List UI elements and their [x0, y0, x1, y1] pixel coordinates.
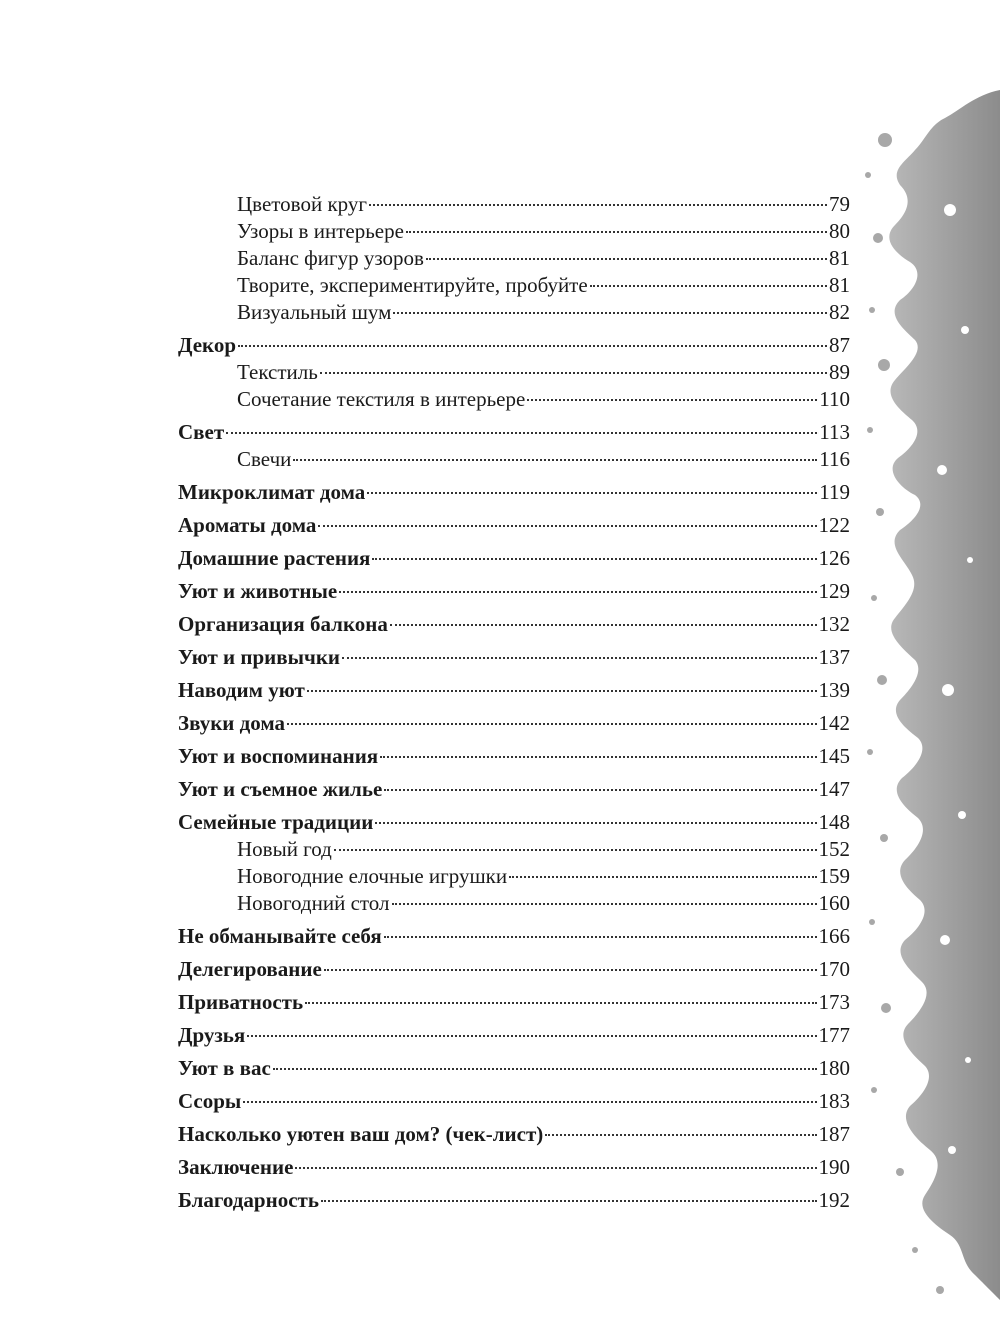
toc-entry-chapter [178, 1055, 850, 1082]
dot-leader [367, 492, 817, 494]
toc-entry-page-number: 89 [829, 360, 850, 384]
toc-entry-page-number: 190 [818, 1155, 850, 1179]
dot-leader [307, 690, 817, 692]
toc-entry-title: Свет [178, 420, 225, 444]
toc-entry-title: Делегирование [178, 957, 322, 981]
toc-entry-section [178, 890, 850, 917]
toc-entry-page-number: 166 [818, 924, 850, 948]
toc-entry-page-number: 139 [818, 678, 850, 702]
toc-entry-title: Баланс фигур узоров [237, 246, 424, 270]
toc-entry-chapter [178, 611, 850, 638]
dot-leader [393, 312, 827, 314]
toc-entry-page-number: 177 [818, 1023, 850, 1047]
toc-entry-title: Уют и воспоминания [178, 744, 379, 768]
toc-entry-page-number: 148 [818, 810, 850, 834]
toc-entry-title: Домашние растения [178, 546, 371, 570]
toc-entry-title: Визуальный шум [237, 300, 392, 324]
toc-entry-page-number: 82 [829, 300, 850, 324]
toc-entry-chapter [178, 710, 850, 737]
dot-leader [243, 1101, 816, 1103]
toc-entry-title: Друзья [178, 1023, 246, 1047]
toc-entry-chapter [178, 1187, 850, 1214]
toc-entry-page-number: 187 [818, 1122, 850, 1146]
dot-leader [287, 723, 816, 725]
dot-leader [545, 1134, 816, 1136]
toc-entry-page-number: 110 [819, 387, 850, 411]
toc-entry-title: Насколько уютен ваш дом? (чек-лист) [178, 1122, 544, 1146]
toc-entry-title: Заключение [178, 1155, 294, 1179]
dot-leader [426, 258, 827, 260]
toc-entry-section [178, 386, 850, 413]
toc-entry-page-number: 152 [818, 837, 850, 861]
toc-entry-page-number: 122 [818, 513, 850, 537]
dot-leader [273, 1068, 817, 1070]
toc-entry-page-number: 173 [818, 990, 850, 1014]
toc-entry-page-number: 180 [818, 1056, 850, 1080]
toc-entry-chapter [178, 1121, 850, 1148]
toc-entry-chapter [178, 1022, 850, 1049]
dot-leader [390, 624, 817, 626]
dot-leader [226, 432, 817, 434]
toc-entry-title: Семейные традиции [178, 810, 374, 834]
table-of-contents [178, 191, 850, 1214]
dot-leader [247, 1035, 816, 1037]
toc-entry-chapter [178, 989, 850, 1016]
toc-entry-chapter [178, 776, 850, 803]
toc-entry-section [178, 836, 850, 863]
toc-entry-title: Узоры в интерьере [237, 219, 404, 243]
dot-leader [375, 822, 816, 824]
dot-leader [320, 372, 827, 374]
dot-leader [293, 459, 817, 461]
toc-entry-page-number: 81 [829, 273, 850, 297]
toc-entry-title: Ароматы дома [178, 513, 317, 537]
toc-entry-page-number: 119 [819, 480, 850, 504]
dot-leader [384, 936, 817, 938]
toc-entry-page-number: 113 [819, 420, 850, 444]
toc-entry-chapter [178, 644, 850, 671]
toc-entry-chapter [178, 809, 850, 836]
toc-entry-page-number: 79 [829, 192, 850, 216]
toc-entry-page-number: 129 [818, 579, 850, 603]
dot-leader [318, 525, 816, 527]
dot-leader [324, 969, 817, 971]
toc-entry-chapter [178, 1154, 850, 1181]
toc-entry-section [178, 863, 850, 890]
toc-entry-page-number: 170 [818, 957, 850, 981]
toc-entry-section [178, 359, 850, 386]
toc-entry-section [178, 218, 850, 245]
toc-entry-title: Новогодний стол [237, 891, 390, 915]
toc-entry-page-number: 147 [818, 777, 850, 801]
toc-entry-title: Благодарность [178, 1188, 319, 1212]
toc-entry-title: Уют и привычки [178, 645, 341, 669]
toc-entry-page-number: 116 [819, 447, 850, 471]
toc-entry-chapter [178, 677, 850, 704]
toc-entry-title: Приватность [178, 990, 304, 1014]
toc-entry-page-number: 80 [829, 219, 850, 243]
toc-entry-title: Сочетание текстиля в интерьере [237, 387, 526, 411]
toc-entry-chapter [178, 923, 850, 950]
dot-leader [295, 1167, 816, 1169]
toc-entry-title: Уют в вас [178, 1056, 271, 1080]
toc-entry-page-number: 160 [818, 891, 850, 915]
toc-entry-page-number: 137 [818, 645, 850, 669]
toc-entry-title: Наводим уют [178, 678, 305, 702]
dot-leader [342, 657, 816, 659]
toc-entry-page-number: 192 [818, 1188, 850, 1212]
toc-entry-title: Микроклимат дома [178, 480, 366, 504]
dot-leader [392, 903, 817, 905]
toc-entry-page-number: 132 [818, 612, 850, 636]
toc-entry-title: Декор [178, 333, 237, 357]
toc-entry-title: Текстиль [237, 360, 318, 384]
dot-leader [238, 345, 827, 347]
toc-entry-chapter [178, 956, 850, 983]
toc-entry-section [178, 272, 850, 299]
toc-entry-section [178, 299, 850, 326]
dot-leader [590, 285, 827, 287]
dot-leader [384, 789, 816, 791]
toc-entry-title: Новый год [237, 837, 332, 861]
toc-entry-section [178, 446, 850, 473]
dot-leader [339, 591, 816, 593]
toc-entry-title: Ссоры [178, 1089, 242, 1113]
toc-entry-page-number: 81 [829, 246, 850, 270]
toc-entry-page-number: 87 [829, 333, 850, 357]
toc-entry-title: Уют и животные [178, 579, 338, 603]
dot-leader [527, 399, 817, 401]
toc-entry-title: Новогодние елочные игрушки [237, 864, 508, 888]
toc-entry-page-number: 145 [818, 744, 850, 768]
toc-entry-title: Творите, экспериментируйте, пробуйте [237, 273, 588, 297]
dot-leader [380, 756, 816, 758]
dot-leader [321, 1200, 817, 1202]
dot-leader [372, 558, 816, 560]
toc-entry-chapter [178, 332, 850, 359]
toc-entry-page-number: 142 [818, 711, 850, 735]
toc-entry-chapter [178, 512, 850, 539]
dot-leader [509, 876, 816, 878]
toc-entry-page-number: 183 [818, 1089, 850, 1113]
toc-entry-chapter [178, 743, 850, 770]
toc-entry-page-number: 159 [818, 864, 850, 888]
toc-entry-section [178, 245, 850, 272]
toc-entry-title: Организация балкона [178, 612, 388, 636]
dot-leader [305, 1002, 816, 1004]
toc-entry-chapter [178, 419, 850, 446]
toc-entry-title: Уют и съемное жилье [178, 777, 383, 801]
toc-entry-chapter [178, 479, 850, 506]
toc-entry-title: Не обманывайте себя [178, 924, 382, 948]
toc-entry-title: Свечи [237, 447, 292, 471]
toc-entry-section [178, 191, 850, 218]
toc-entry-title: Цветовой круг [237, 192, 367, 216]
dot-leader [369, 204, 827, 206]
toc-entry-chapter [178, 578, 850, 605]
toc-entry-chapter [178, 1088, 850, 1115]
toc-entry-page-number: 126 [818, 546, 850, 570]
toc-entry-title: Звуки дома [178, 711, 286, 735]
toc-entry-chapter [178, 545, 850, 572]
dot-leader [406, 231, 827, 233]
dot-leader [334, 849, 817, 851]
